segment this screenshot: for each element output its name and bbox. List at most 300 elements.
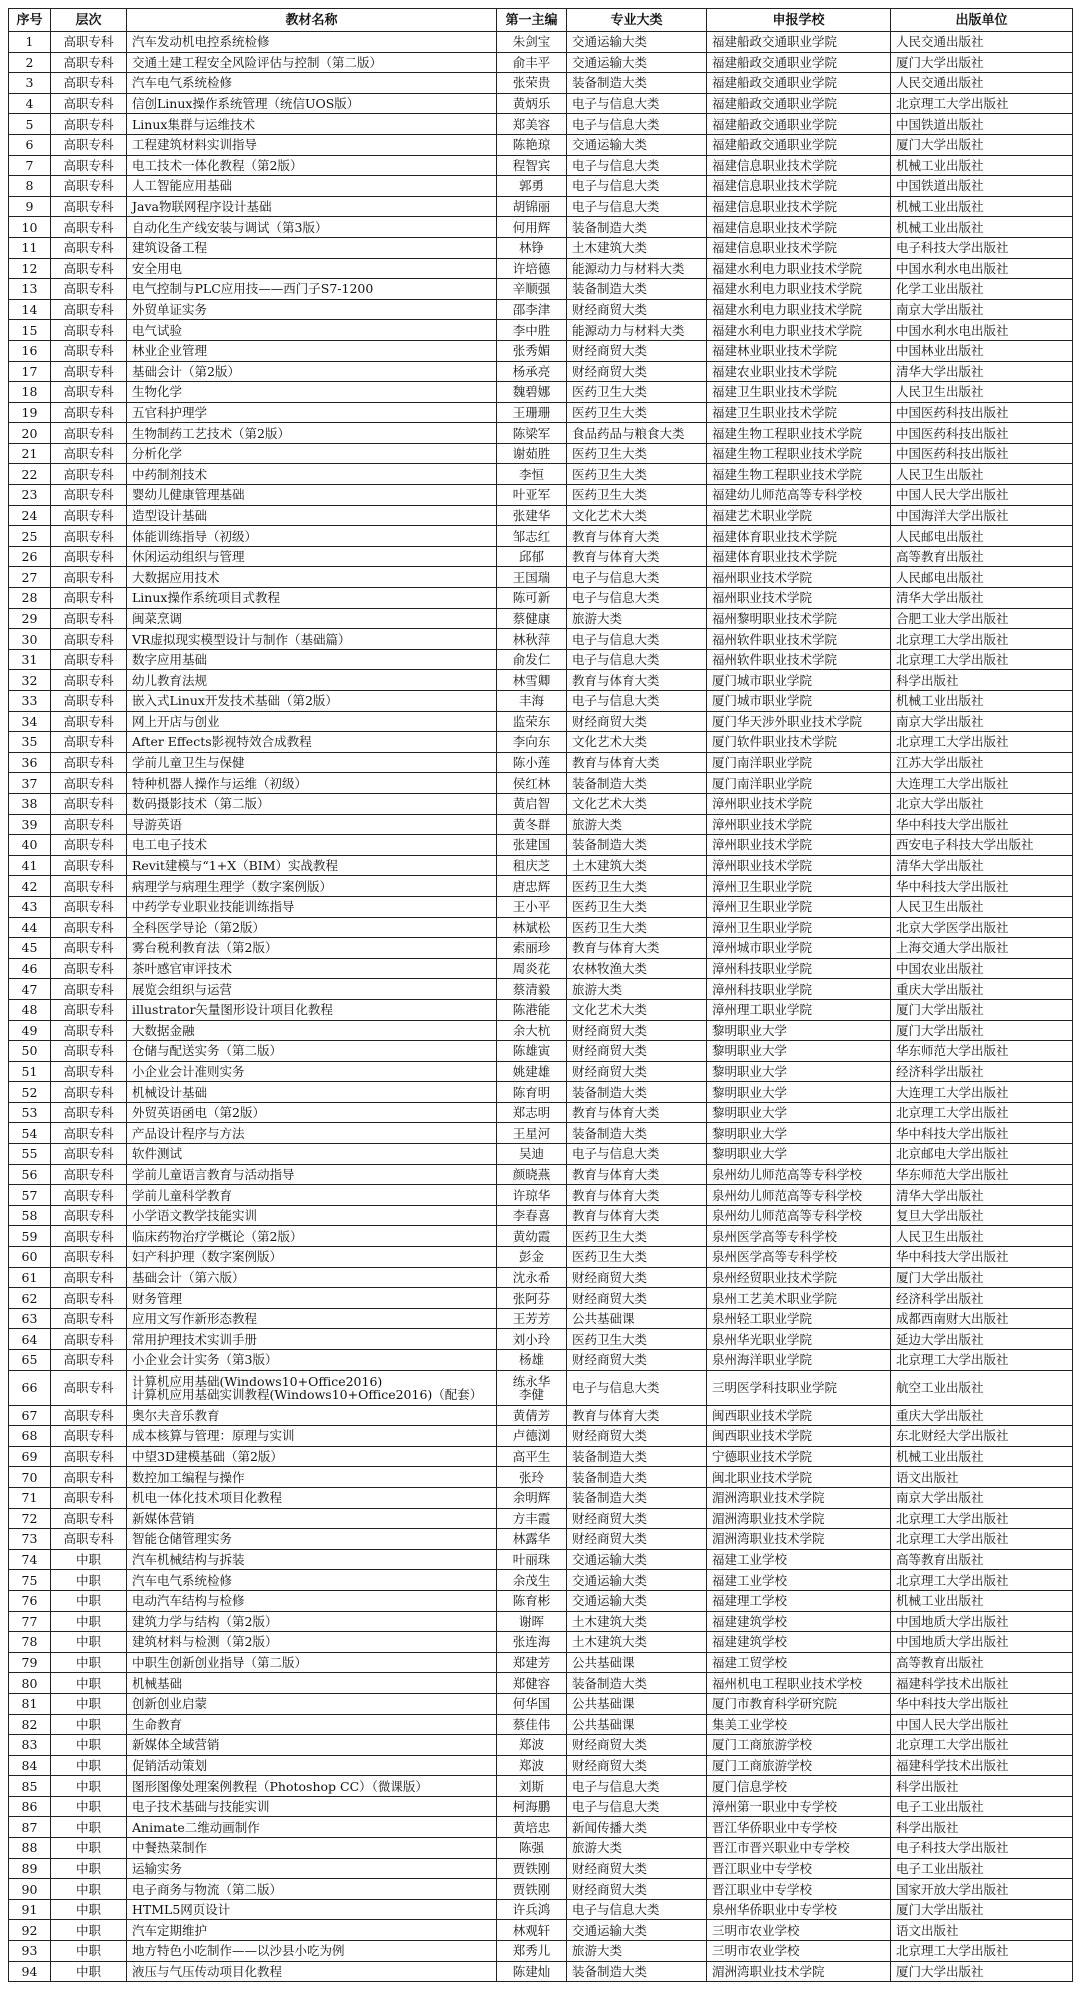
category-cell: 装备制造大类 <box>567 773 707 794</box>
school-cell: 福建船政交通职业学院 <box>707 52 891 73</box>
table-row <box>9 1941 1073 1962</box>
index-cell: 85 <box>9 1776 51 1797</box>
publisher-cell: 人民卫生出版社 <box>891 896 1073 917</box>
level-cell: 中职 <box>51 1693 127 1714</box>
publisher-cell: 厦门大学出版社 <box>891 1267 1073 1288</box>
table-row <box>9 505 1073 526</box>
index-cell: 64 <box>9 1329 51 1350</box>
index-cell: 83 <box>9 1735 51 1756</box>
title-cell: 休闲运动组织与管理 <box>127 546 497 567</box>
index-cell: 44 <box>9 917 51 938</box>
table-row <box>9 402 1073 423</box>
table-row <box>9 1405 1073 1426</box>
editor-cell: 何用辉 <box>497 217 567 238</box>
school-cell: 厦门南洋职业学院 <box>707 773 891 794</box>
index-cell: 26 <box>9 546 51 567</box>
title-cell: 小学语文教学技能实训 <box>127 1205 497 1226</box>
index-cell: 28 <box>9 588 51 609</box>
table-row <box>9 608 1073 629</box>
table-row <box>9 1961 1073 1982</box>
category-cell: 土木建筑大类 <box>567 237 707 258</box>
index-cell: 2 <box>9 52 51 73</box>
title-cell: Linux操作系统项目式教程 <box>127 588 497 609</box>
title-cell: 电气控制与PLC应用技——西门子S7-1200 <box>127 279 497 300</box>
title-cell: 财务管理 <box>127 1288 497 1309</box>
title-cell: 外贸单证实务 <box>127 299 497 320</box>
title-cell: 建筑设备工程 <box>127 237 497 258</box>
editor-cell: 丰海 <box>497 691 567 712</box>
title-cell: 软件测试 <box>127 1144 497 1165</box>
title-cell: 机电一体化技术项目化教程 <box>127 1487 497 1508</box>
editor-cell: 邵李津 <box>497 299 567 320</box>
school-cell: 漳州职业技术学院 <box>707 793 891 814</box>
table-row <box>9 979 1073 1000</box>
index-cell: 59 <box>9 1226 51 1247</box>
publisher-cell: 北京理工大学出版社 <box>891 93 1073 114</box>
editor-cell: 辛顺强 <box>497 279 567 300</box>
index-cell: 40 <box>9 835 51 856</box>
level-cell: 中职 <box>51 1714 127 1735</box>
title-cell: illustrator矢量图形设计项目化教程 <box>127 999 497 1020</box>
header-publisher: 出版单位 <box>891 9 1073 32</box>
index-cell: 3 <box>9 73 51 94</box>
index-cell: 24 <box>9 505 51 526</box>
category-cell: 财经商贸大类 <box>567 361 707 382</box>
school-cell: 漳州卫生职业学院 <box>707 917 891 938</box>
editor-cell: 林秋萍 <box>497 629 567 650</box>
category-cell: 教育与体育大类 <box>567 1185 707 1206</box>
category-cell: 医药卫生大类 <box>567 485 707 506</box>
publisher-cell: 高等教育出版社 <box>891 546 1073 567</box>
school-cell: 湄洲湾职业技术学院 <box>707 1961 891 1982</box>
school-cell: 晋江市晋兴职业中专学校 <box>707 1838 891 1859</box>
school-cell: 宁德职业技术学院 <box>707 1446 891 1467</box>
title-cell: VR虚拟现实模型设计与制作（基础篇） <box>127 629 497 650</box>
category-cell: 医药卫生大类 <box>567 1329 707 1350</box>
index-cell: 75 <box>9 1570 51 1591</box>
index-cell: 39 <box>9 814 51 835</box>
index-cell: 79 <box>9 1652 51 1673</box>
index-cell: 69 <box>9 1446 51 1467</box>
school-cell: 厦门信息学校 <box>707 1776 891 1797</box>
table-row <box>9 629 1073 650</box>
level-cell: 中职 <box>51 1941 127 1962</box>
editor-cell: 谢晖 <box>497 1611 567 1632</box>
school-cell: 厦门软件职业技术学院 <box>707 732 891 753</box>
publisher-cell: 人民交通出版社 <box>891 73 1073 94</box>
editor-cell: 郑波 <box>497 1735 567 1756</box>
level-cell: 高职专科 <box>51 1426 127 1447</box>
editor-cell: 黄炳乐 <box>497 93 567 114</box>
publisher-cell: 合肥工业大学出版社 <box>891 608 1073 629</box>
title-cell: 仓储与配送实务（第二版） <box>127 1041 497 1062</box>
title-cell: 学前儿童卫生与保健 <box>127 752 497 773</box>
editor-cell: 王国瑞 <box>497 567 567 588</box>
title-cell: 机械基础 <box>127 1673 497 1694</box>
title-cell: 创新创业启蒙 <box>127 1693 497 1714</box>
index-cell: 7 <box>9 155 51 176</box>
publisher-cell: 电子科技大学出版社 <box>891 237 1073 258</box>
school-cell: 厦门工商旅游学校 <box>707 1755 891 1776</box>
table-row <box>9 1858 1073 1879</box>
school-cell: 泉州轻工职业学院 <box>707 1308 891 1329</box>
publisher-cell: 中国医药科技出版社 <box>891 402 1073 423</box>
index-cell: 81 <box>9 1693 51 1714</box>
index-cell: 63 <box>9 1308 51 1329</box>
index-cell: 15 <box>9 320 51 341</box>
editor-cell: 颜晓燕 <box>497 1164 567 1185</box>
index-cell: 46 <box>9 958 51 979</box>
publisher-cell: 中国医药科技出版社 <box>891 443 1073 464</box>
level-cell: 高职专科 <box>51 814 127 835</box>
index-cell: 72 <box>9 1508 51 1529</box>
school-cell: 漳州第一职业中专学校 <box>707 1796 891 1817</box>
category-cell: 教育与体育大类 <box>567 1205 707 1226</box>
table-row <box>9 1549 1073 1570</box>
publisher-cell: 东北财经大学出版社 <box>891 1426 1073 1447</box>
table-row <box>9 1611 1073 1632</box>
title-cell: 中药制剂技术 <box>127 464 497 485</box>
category-cell: 财经商贸大类 <box>567 1735 707 1756</box>
editor-cell: 余明辉 <box>497 1487 567 1508</box>
editor-cell: 蔡清毅 <box>497 979 567 1000</box>
index-cell: 43 <box>9 896 51 917</box>
index-cell: 36 <box>9 752 51 773</box>
school-cell: 厦门华天涉外职业技术学院 <box>707 711 891 732</box>
title-cell: 汽车机械结构与拆装 <box>127 1549 497 1570</box>
level-cell: 高职专科 <box>51 711 127 732</box>
school-cell: 福建生物工程职业技术学院 <box>707 464 891 485</box>
editor-cell: 王星河 <box>497 1123 567 1144</box>
category-cell: 财经商贸大类 <box>567 1858 707 1879</box>
category-cell: 财经商贸大类 <box>567 1350 707 1371</box>
table-row <box>9 1817 1073 1838</box>
publisher-cell: 华中科技大学出版社 <box>891 1247 1073 1268</box>
level-cell: 高职专科 <box>51 670 127 691</box>
level-cell: 高职专科 <box>51 1061 127 1082</box>
table-row <box>9 1652 1073 1673</box>
category-cell: 财经商贸大类 <box>567 1426 707 1447</box>
school-cell: 福建船政交通职业学院 <box>707 73 891 94</box>
editor-cell: 邱郁 <box>497 546 567 567</box>
category-cell: 教育与体育大类 <box>567 1405 707 1426</box>
level-cell: 中职 <box>51 1570 127 1591</box>
editor-cell: 郑秀儿 <box>497 1941 567 1962</box>
category-cell: 公共基础课 <box>567 1652 707 1673</box>
publisher-cell: 华东师范大学出版社 <box>891 1164 1073 1185</box>
publisher-cell: 机械工业出版社 <box>891 1590 1073 1611</box>
index-cell: 37 <box>9 773 51 794</box>
editor-cell: 沈永希 <box>497 1267 567 1288</box>
publisher-cell: 科学出版社 <box>891 670 1073 691</box>
level-cell: 高职专科 <box>51 299 127 320</box>
table-row <box>9 32 1073 53</box>
school-cell: 福建水利电力职业技术学院 <box>707 320 891 341</box>
title-cell: 外贸英语函电（第2版） <box>127 1102 497 1123</box>
level-cell: 高职专科 <box>51 1164 127 1185</box>
publisher-cell: 中国人民大学出版社 <box>891 1714 1073 1735</box>
category-cell: 教育与体育大类 <box>567 1164 707 1185</box>
level-cell: 高职专科 <box>51 546 127 567</box>
school-cell: 福建艺术职业学院 <box>707 505 891 526</box>
title-cell: 建筑力学与结构（第2版） <box>127 1611 497 1632</box>
category-cell: 医药卫生大类 <box>567 443 707 464</box>
category-cell: 交通运输大类 <box>567 52 707 73</box>
table-row <box>9 1755 1073 1776</box>
index-cell: 42 <box>9 876 51 897</box>
editor-cell: 郑建芳 <box>497 1652 567 1673</box>
index-cell: 91 <box>9 1899 51 1920</box>
editor-cell: 王芳芳 <box>497 1308 567 1329</box>
publisher-cell: 复旦大学出版社 <box>891 1205 1073 1226</box>
category-cell: 电子与信息大类 <box>567 155 707 176</box>
publisher-cell: 中国水利水电出版社 <box>891 258 1073 279</box>
school-cell: 泉州幼儿师范高等专科学校 <box>707 1164 891 1185</box>
table-row <box>9 1370 1073 1405</box>
index-cell: 90 <box>9 1879 51 1900</box>
category-cell: 装备制造大类 <box>567 1082 707 1103</box>
title-cell: Animate二维动画制作 <box>127 1817 497 1838</box>
title-cell: 分析化学 <box>127 443 497 464</box>
table-row <box>9 1508 1073 1529</box>
category-cell: 财经商贸大类 <box>567 1529 707 1550</box>
level-cell: 高职专科 <box>51 629 127 650</box>
publisher-cell: 科学出版社 <box>891 1776 1073 1797</box>
table-row <box>9 1020 1073 1041</box>
editor-cell: 李中胜 <box>497 320 567 341</box>
title-cell: 中餐热菜制作 <box>127 1838 497 1859</box>
publisher-cell: 清华大学出版社 <box>891 588 1073 609</box>
publisher-cell: 机械工业出版社 <box>891 155 1073 176</box>
publisher-cell: 中国铁道出版社 <box>891 176 1073 197</box>
category-cell: 电子与信息大类 <box>567 649 707 670</box>
title-cell: 机械设计基础 <box>127 1082 497 1103</box>
table-row <box>9 752 1073 773</box>
publisher-cell: 中国地质大学出版社 <box>891 1632 1073 1653</box>
publisher-cell: 高等教育出版社 <box>891 1652 1073 1673</box>
publisher-cell: 北京理工大学出版社 <box>891 1570 1073 1591</box>
school-cell: 福州黎明职业技术学院 <box>707 608 891 629</box>
title-cell: 图形图像处理案例教程（Photoshop CC）（微课版） <box>127 1776 497 1797</box>
index-cell: 32 <box>9 670 51 691</box>
table-row <box>9 1226 1073 1247</box>
level-cell: 高职专科 <box>51 835 127 856</box>
category-cell: 交通运输大类 <box>567 1570 707 1591</box>
editor-cell: 蔡健康 <box>497 608 567 629</box>
index-cell: 53 <box>9 1102 51 1123</box>
cell-line: 李健 <box>518 1386 544 1402</box>
level-cell: 高职专科 <box>51 1185 127 1206</box>
index-cell: 52 <box>9 1082 51 1103</box>
publisher-cell: 机械工业出版社 <box>891 196 1073 217</box>
level-cell: 高职专科 <box>51 732 127 753</box>
school-cell: 福建生物工程职业技术学院 <box>707 423 891 444</box>
school-cell: 漳州城市职业学院 <box>707 938 891 959</box>
table-row <box>9 546 1073 567</box>
title-cell: 电子商务与物流（第二版） <box>127 1879 497 1900</box>
level-cell: 高职专科 <box>51 1350 127 1371</box>
publisher-cell: 厦门大学出版社 <box>891 52 1073 73</box>
index-cell: 78 <box>9 1632 51 1653</box>
index-cell: 71 <box>9 1487 51 1508</box>
category-cell: 旅游大类 <box>567 979 707 1000</box>
category-cell: 农林牧渔大类 <box>567 958 707 979</box>
title-cell: Linux集群与运维技术 <box>127 114 497 135</box>
publisher-cell: 华东师范大学出版社 <box>891 1041 1073 1062</box>
table-row <box>9 1185 1073 1206</box>
category-cell: 交通运输大类 <box>567 1549 707 1570</box>
category-cell: 教育与体育大类 <box>567 670 707 691</box>
editor-cell: 张玲 <box>497 1467 567 1488</box>
editor-cell: 陈育明 <box>497 1082 567 1103</box>
level-cell: 高职专科 <box>51 340 127 361</box>
title-cell: 电子技术基础与技能实训 <box>127 1796 497 1817</box>
table-row <box>9 134 1073 155</box>
school-cell: 福建信息职业技术学院 <box>707 176 891 197</box>
level-cell: 高职专科 <box>51 1082 127 1103</box>
category-cell: 电子与信息大类 <box>567 196 707 217</box>
category-cell: 交通运输大类 <box>567 1590 707 1611</box>
editor-cell: 蔡佳伟 <box>497 1714 567 1735</box>
table-row <box>9 485 1073 506</box>
table-row <box>9 1776 1073 1797</box>
table-row <box>9 1267 1073 1288</box>
title-cell: 数码摄影技术（第二版） <box>127 793 497 814</box>
editor-cell: 何华国 <box>497 1693 567 1714</box>
level-cell: 中职 <box>51 1817 127 1838</box>
level-cell: 高职专科 <box>51 691 127 712</box>
table-row <box>9 732 1073 753</box>
table-row <box>9 423 1073 444</box>
level-cell: 高职专科 <box>51 588 127 609</box>
index-cell: 49 <box>9 1020 51 1041</box>
table-row <box>9 711 1073 732</box>
publisher-cell: 华中科技大学出版社 <box>891 1693 1073 1714</box>
school-cell: 厦门工商旅游学校 <box>707 1735 891 1756</box>
title-cell: 基础会计（第2版） <box>127 361 497 382</box>
level-cell: 中职 <box>51 1879 127 1900</box>
table-row <box>9 93 1073 114</box>
school-cell: 泉州工艺美术职业学院 <box>707 1288 891 1309</box>
index-cell: 86 <box>9 1796 51 1817</box>
school-cell: 福建水利电力职业技术学院 <box>707 299 891 320</box>
title-cell: 成本核算与管理：原理与实训 <box>127 1426 497 1447</box>
publisher-cell: 清华大学出版社 <box>891 855 1073 876</box>
school-cell: 福建卫生职业技术学院 <box>707 402 891 423</box>
title-cell: 临床药物治疗学概论（第2版） <box>127 1226 497 1247</box>
level-cell: 高职专科 <box>51 1405 127 1426</box>
title-cell: 闽菜烹调 <box>127 608 497 629</box>
category-cell: 财经商贸大类 <box>567 1288 707 1309</box>
index-cell: 41 <box>9 855 51 876</box>
level-cell: 高职专科 <box>51 999 127 1020</box>
level-cell: 中职 <box>51 1920 127 1941</box>
publisher-cell: 大连理工大学出版社 <box>891 1082 1073 1103</box>
category-cell: 文化艺术大类 <box>567 732 707 753</box>
title-cell: 病理学与病理生理学（数字案例版） <box>127 876 497 897</box>
table-row <box>9 691 1073 712</box>
title-cell: 应用文写作新形态教程 <box>127 1308 497 1329</box>
category-cell: 财经商贸大类 <box>567 1755 707 1776</box>
editor-cell: 陈雄寅 <box>497 1041 567 1062</box>
index-cell: 19 <box>9 402 51 423</box>
title-cell: After Effects影视特效合成教程 <box>127 732 497 753</box>
publisher-cell: 人民卫生出版社 <box>891 1226 1073 1247</box>
index-cell: 62 <box>9 1288 51 1309</box>
level-cell: 高职专科 <box>51 464 127 485</box>
level-cell: 高职专科 <box>51 958 127 979</box>
index-cell: 31 <box>9 649 51 670</box>
editor-cell: 张连海 <box>497 1632 567 1653</box>
school-cell: 泉州幼儿师范高等专科学校 <box>707 1205 891 1226</box>
title-cell: 建筑材料与检测（第2版） <box>127 1632 497 1653</box>
category-cell: 教育与体育大类 <box>567 752 707 773</box>
school-cell: 黎明职业大学 <box>707 1102 891 1123</box>
school-cell: 福州软件职业技术学院 <box>707 649 891 670</box>
publisher-cell: 中国水利水电出版社 <box>891 320 1073 341</box>
editor-cell: 林露华 <box>497 1529 567 1550</box>
level-cell: 高职专科 <box>51 93 127 114</box>
level-cell: 高职专科 <box>51 32 127 53</box>
school-cell: 福建工贸学校 <box>707 1652 891 1673</box>
level-cell: 高职专科 <box>51 279 127 300</box>
table-row <box>9 237 1073 258</box>
index-cell: 82 <box>9 1714 51 1735</box>
school-cell: 福建建筑学校 <box>707 1611 891 1632</box>
title-cell: 地方特色小吃制作——以沙县小吃为例 <box>127 1941 497 1962</box>
header-title: 教材名称 <box>127 9 497 32</box>
school-cell: 黎明职业大学 <box>707 1020 891 1041</box>
category-cell: 财经商贸大类 <box>567 340 707 361</box>
editor-cell: 林雪卿 <box>497 670 567 691</box>
category-cell: 财经商贸大类 <box>567 1267 707 1288</box>
level-cell: 高职专科 <box>51 52 127 73</box>
category-cell: 交通运输大类 <box>567 134 707 155</box>
editor-cell: 林铮 <box>497 237 567 258</box>
editor-cell: 王小平 <box>497 896 567 917</box>
publisher-cell: 北京理工大学出版社 <box>891 1941 1073 1962</box>
category-cell: 装备制造大类 <box>567 1446 707 1467</box>
level-cell: 高职专科 <box>51 485 127 506</box>
level-cell: 中职 <box>51 1961 127 1982</box>
school-cell: 福建船政交通职业学院 <box>707 32 891 53</box>
publisher-cell: 西安电子科技大学出版社 <box>891 835 1073 856</box>
table-row <box>9 361 1073 382</box>
level-cell: 高职专科 <box>51 917 127 938</box>
level-cell: 高职专科 <box>51 1329 127 1350</box>
title-cell: 生物化学 <box>127 382 497 403</box>
school-cell: 福建林业职业技术学院 <box>707 340 891 361</box>
level-cell: 中职 <box>51 1796 127 1817</box>
school-cell: 福建信息职业技术学院 <box>707 217 891 238</box>
level-cell: 高职专科 <box>51 1123 127 1144</box>
category-cell: 电子与信息大类 <box>567 1370 707 1405</box>
school-cell: 黎明职业大学 <box>707 1082 891 1103</box>
category-cell: 旅游大类 <box>567 814 707 835</box>
school-cell: 福州软件职业技术学院 <box>707 629 891 650</box>
category-cell: 医药卫生大类 <box>567 382 707 403</box>
level-cell: 高职专科 <box>51 938 127 959</box>
textbook-table <box>8 8 1073 1982</box>
category-cell: 教育与体育大类 <box>567 938 707 959</box>
level-cell: 中职 <box>51 1899 127 1920</box>
title-cell: 妇产科护理（数字案例版） <box>127 1247 497 1268</box>
table-row <box>9 155 1073 176</box>
index-cell: 13 <box>9 279 51 300</box>
editor-cell: 陈可新 <box>497 588 567 609</box>
index-cell: 17 <box>9 361 51 382</box>
title-cell: 五官科护理学 <box>127 402 497 423</box>
